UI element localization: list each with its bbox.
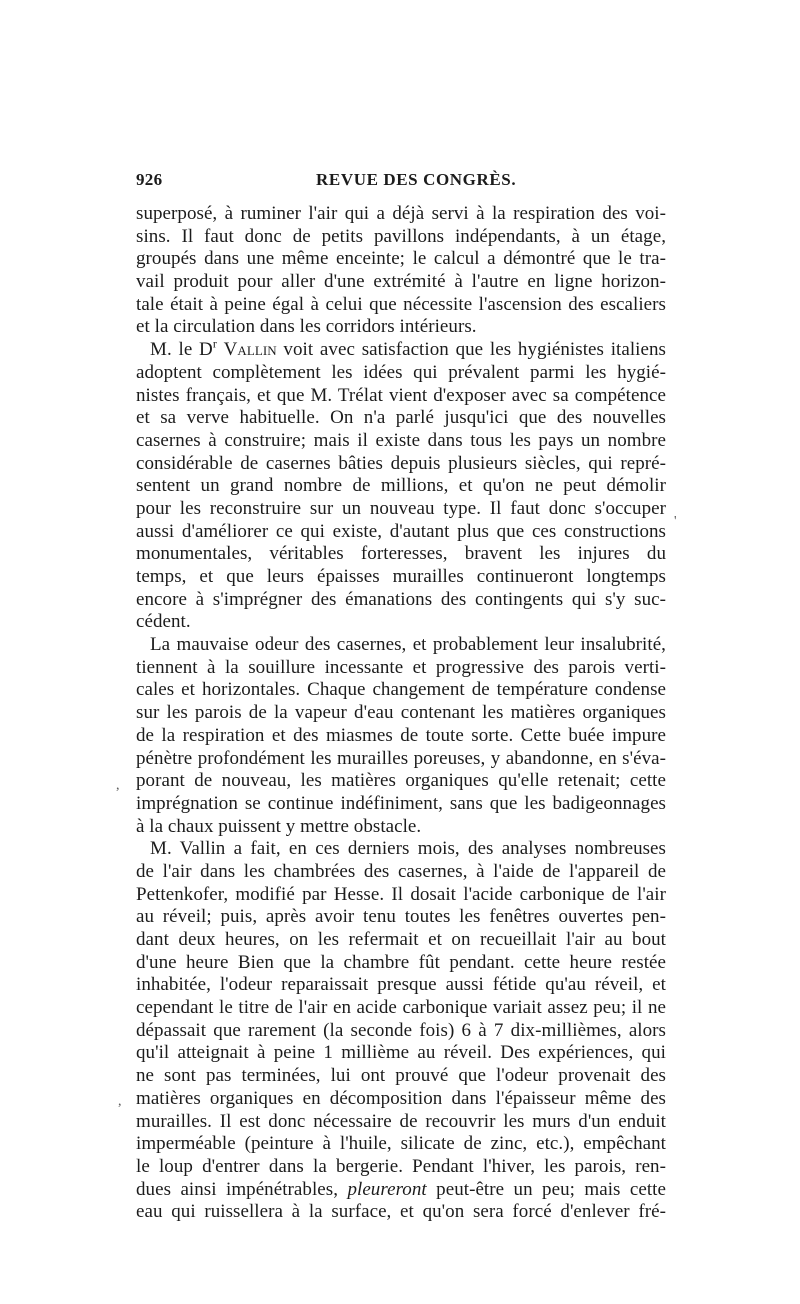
italic-word: pleureront [347, 1178, 427, 1200]
text-line: le loup d'entrer dans la bergerie. Pendant l'hiver, les parois, ren- [136, 1155, 666, 1177]
text-line: eau qui ruissellera à la surface, et qu'on sera forcé d'enlever fré- [136, 1201, 666, 1223]
text-line: de l'air dans les chambrées des casernes, à l'aide de l'appareil de [136, 860, 666, 882]
line-rest: peut-être un peu; mais cette [426, 1178, 666, 1200]
text-line: cependant le titre de l'air en acide carbonique variait assez peu; il ne [136, 997, 666, 1019]
text-line: groupés dans une même enceinte; le calcul a démontré que le tra- [136, 248, 666, 270]
text-line: considérable de casernes bâties depuis plusieurs siècles, qui repré- [136, 452, 666, 474]
text-line: à la chaux puissent y mettre obstacle. [136, 815, 422, 837]
text-line: M. Vallin a fait, en ces derniers mois, des analyses nombreuses [150, 838, 666, 860]
text-line: d'une heure Bien que la chambre fût pendant. cette heure restée [136, 951, 666, 973]
text-line: sins. Il faut donc de petits pavillons indépendants, à un étage, [136, 225, 666, 247]
text-line: adoptent complètement les idées qui prévalent parmi les hygié- [136, 361, 666, 383]
text-line: matières organiques en décomposition dans l'épaisseur même des [136, 1087, 666, 1109]
text-line: pour les reconstruire sur un nouveau type. Il faut donc s'occuper [136, 497, 666, 519]
text-line: Pettenkofer, modifié par Hesse. Il dosait l'acide carbonique de l'air [136, 883, 666, 905]
text-line: tiennent à la souillure incessante et progressive des parois verti- [136, 656, 666, 678]
text-line: La mauvaise odeur des casernes, et probablement leur insalubrité, [150, 634, 666, 656]
line-start: dues ainsi impénétrables, [136, 1178, 339, 1200]
text-line: et sa verve habituelle. On n'a parlé jusqu'ici que des nouvelles [136, 407, 666, 429]
line-rest: voit avec satisfaction que les hygiénistes italiens [276, 339, 666, 361]
text-line: cales et horizontales. Chaque changement de température condense [136, 679, 666, 701]
text-line: dant deux heures, on les refermait et on recueillait l'air au bout [136, 929, 666, 950]
superscript: r [212, 336, 217, 351]
running-head [136, 170, 666, 192]
page-number: 926 [136, 170, 163, 189]
text-line: superposé, à ruminer l'air qui a déjà servi à la respiration des voi- [136, 203, 666, 224]
text-line: de la respiration et des miasmes de toute sorte. Cette buée impure [136, 724, 666, 746]
text-line: au réveil; puis, après avoir tenu toutes les fenêtres ouvertes pen- [136, 906, 666, 928]
line-prefix: M. le D [150, 339, 213, 361]
text-line: porant de nouveau, les matières organiques qu'elle retenait; cette [136, 770, 666, 792]
text-line: aussi d'améliorer ce qui existe, d'autant plus que ces constructions [136, 520, 666, 542]
author-name: Vallin [223, 339, 277, 361]
text-line: sentent un grand nombre de millions, et qu'on ne peut démolir [136, 475, 666, 497]
margin-mark: , [116, 778, 120, 793]
text-line: imprégnation se continue indéfiniment, sans que les badigeonnages [136, 792, 666, 814]
text-line: monumentales, véritables forteresses, bravent les injures du [136, 543, 666, 565]
text-line: dépassait que rarement (la seconde fois) 6 à 7 dix-millièmes, alors [136, 1019, 666, 1041]
text-line: tale était à peine égal à celui que nécessite l'ascension des escaliers [136, 293, 666, 315]
text-line: inhabitée, l'odeur reparaissait presque aussi fétide qu'au réveil, et [136, 974, 666, 996]
text-line: casernes à construire; mais il existe dans tous les pays un nombre [136, 429, 666, 451]
text-line: ne sont pas terminées, lui ont prouvé que l'odeur provenait des [136, 1065, 666, 1087]
text-line: cédent. [136, 611, 191, 633]
text-line [136, 1179, 666, 1202]
text-line: murailles. Il est donc nécessaire de recouvrir les murs d'un enduit [136, 1110, 666, 1132]
text-line: nistes français, et que M. Trélat vient d'exposer avec sa compétence [136, 384, 666, 406]
text-line: et la circulation dans les corridors intérieurs. [136, 316, 477, 338]
text-line: vail produit pour aller d'une extrémité à l'autre en ligne horizon- [136, 271, 666, 293]
text-line: sur les parois de la vapeur d'eau contenant les matières organiques [136, 702, 666, 724]
text-line: imperméable (peinture à l'huile, silicate de zinc, etc.), empêchant [136, 1133, 666, 1155]
text-line: pénètre profondément les murailles poreuses, y abandonne, en s'éva- [136, 747, 666, 769]
running-title: REVUE DES CONGRÈS. [316, 170, 517, 189]
body-text [136, 203, 666, 1224]
text-line: encore à s'imprégner des émanations des contingents qui s'y suc- [136, 588, 666, 610]
text-line: qu'il atteignait à peine 1 millième au réveil. Des expériences, qui [136, 1042, 666, 1064]
text-line: temps, et que leurs épaisses murailles continueront longtemps [136, 566, 666, 587]
text-line [136, 336, 666, 362]
margin-mark: ' [674, 514, 677, 529]
margin-mark: , [118, 1094, 122, 1109]
